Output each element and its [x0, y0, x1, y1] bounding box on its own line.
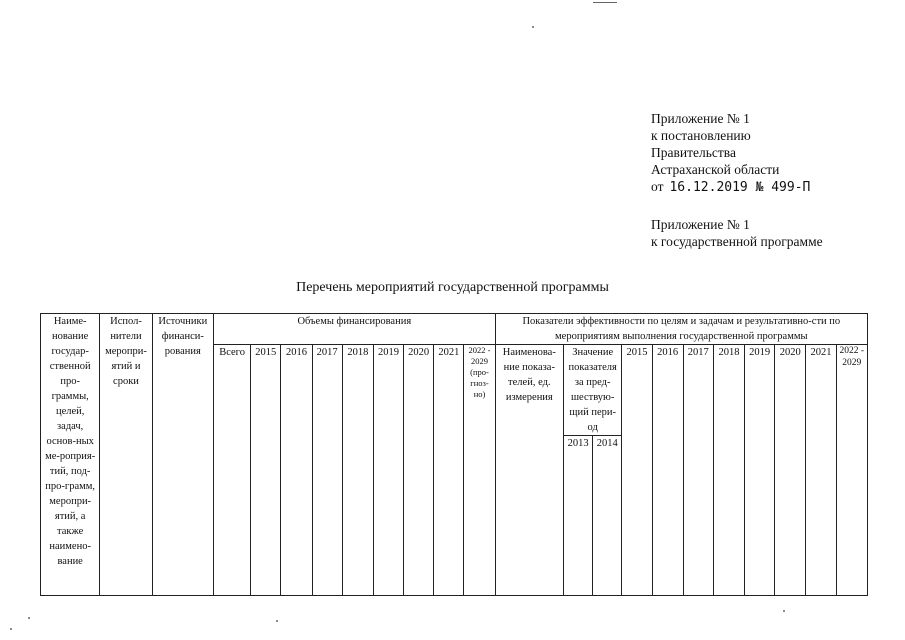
page-title: Перечень мероприятий государственной программы — [296, 280, 609, 295]
ind-year-header: 2020 — [775, 345, 806, 596]
approval-line: Приложение № 1 — [651, 111, 750, 126]
group-header-indicators: Показатели эффективности по целям и задачам и результативно-сти по мероприятиям выполнения государственной программы — [495, 314, 867, 345]
ind-year-header: 2017 — [683, 345, 713, 596]
decree-number: 16.12.2019 № 499-П — [669, 180, 811, 195]
fin-year-header: 2018 — [342, 345, 373, 596]
col-header-name: Наиме-нование государ-ственной про-граммы, целей, задач, основ-ных ме-роприя-тий, под-про-грамм, меропри-ятий, а также наимено-вание — [41, 314, 100, 596]
date-prefix: от — [651, 179, 664, 194]
approval-line: Правительства — [651, 145, 736, 160]
approval-line: Астраханской области — [651, 162, 780, 177]
decree-date-line — [651, 178, 823, 196]
scan-speck — [28, 617, 30, 619]
ind-prev-year-header: 2013 — [564, 436, 593, 596]
fin-year-header: 2019 — [373, 345, 403, 596]
approval-line: Приложение № 1 — [651, 217, 750, 232]
approval-line: к постановлению — [651, 128, 751, 143]
ind-year-header: 2021 — [806, 345, 836, 596]
fin-year-header: 2015 — [251, 345, 281, 596]
approval-line: к государственной программе — [651, 234, 823, 249]
fin-total-header: Всего — [214, 345, 251, 596]
fin-forecast-header: 2022 - 2029 (про-гноз-но) — [464, 345, 495, 596]
col-header-sources: Источники финанси-рования — [152, 314, 213, 596]
col-header-executors: Испол-нители меропри-ятий и сроки — [100, 314, 152, 596]
ind-year-header: 2016 — [652, 345, 683, 596]
ind-year-header: 2018 — [713, 345, 744, 596]
scan-speck — [10, 628, 12, 630]
ind-name-header: Наименова-ние показа-телей, ед. измерения — [495, 345, 563, 596]
measures-table — [40, 313, 868, 596]
scan-speck — [276, 620, 278, 622]
scan-speck — [783, 610, 785, 612]
spacer — [651, 196, 823, 216]
approval-block — [651, 110, 823, 250]
fin-year-header: 2017 — [312, 345, 342, 596]
scan-speck — [593, 2, 617, 3]
ind-year-header: 2015 — [622, 345, 652, 596]
fin-year-header: 2021 — [434, 345, 464, 596]
ind-prev-header: Значение показателя за пред-шествую-щий пери-од — [564, 345, 622, 436]
fin-year-header: 2016 — [281, 345, 312, 596]
ind-prev-year-header: 2014 — [593, 436, 622, 596]
table-wrapper — [40, 313, 868, 596]
ind-last-header: 2022 - 2029 — [836, 345, 867, 596]
fin-year-header: 2020 — [404, 345, 434, 596]
group-header-financing: Объемы финансирования — [214, 314, 496, 345]
scan-speck — [532, 26, 534, 28]
ind-year-header: 2019 — [745, 345, 775, 596]
